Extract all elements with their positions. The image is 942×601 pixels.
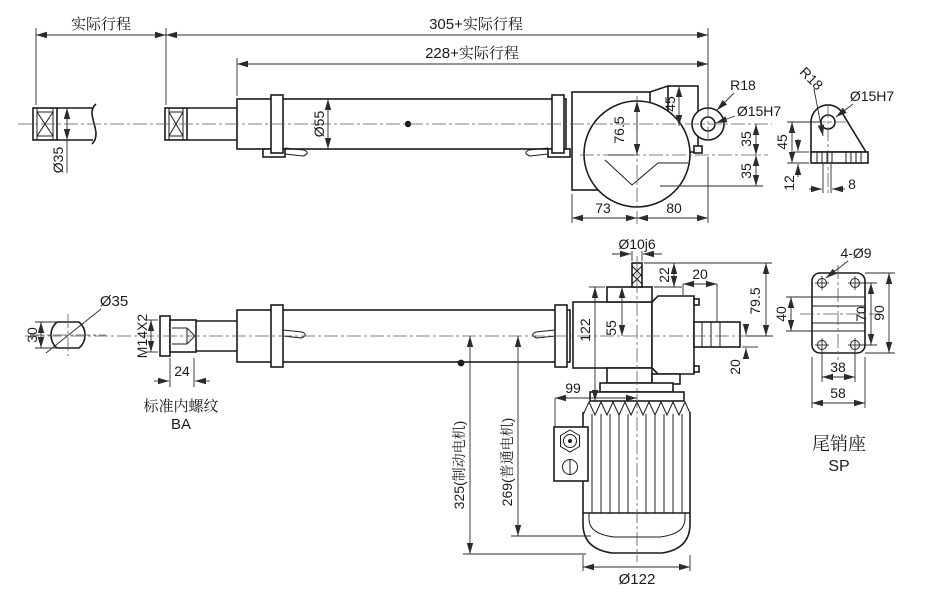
- dim-rod-end-flat: 30: [24, 327, 40, 343]
- dim-length-brake-motor: 325(制动电机): [451, 420, 467, 510]
- dim-holes-spec: 4-Ø9: [840, 245, 872, 261]
- dim-block-top-offset: 55: [603, 320, 619, 336]
- dim-pin-offset-upper: 35: [738, 131, 754, 147]
- grease-fitting-dot-plan: [458, 360, 465, 367]
- tail-bracket-front-view: [773, 245, 895, 475]
- side-view: [18, 16, 781, 224]
- dim-thread-length: 24: [174, 363, 190, 379]
- dim-shaft-bottom-offset: 20: [727, 359, 743, 375]
- dim-housing-rear: 80: [666, 200, 682, 216]
- dim-pin-height: 22: [656, 267, 672, 283]
- dim-slot-height: 40: [773, 306, 789, 322]
- dim-bracket-radius: R18: [796, 63, 827, 94]
- dim-housing-front: 73: [595, 200, 611, 216]
- dim-rod-end-diameter: Ø35: [99, 293, 129, 310]
- dim-neck-width: 45: [662, 96, 678, 112]
- label-tail-bracket-name: 尾销座: [812, 434, 866, 454]
- tail-bracket-body: [811, 105, 868, 163]
- dim-motor-box-offset: 99: [565, 380, 581, 396]
- dim-block-height: 122: [577, 318, 593, 342]
- label-tail-bracket-code: SP: [828, 458, 850, 475]
- label-thread-note-code: BA: [170, 416, 192, 433]
- dim-base-thickness: 12: [781, 175, 797, 191]
- dim-pin-offset-lower: 35: [738, 163, 754, 179]
- cylinder-tube: [237, 95, 570, 157]
- dim-housing-height: 76.5: [611, 116, 627, 144]
- dim-pin-diameter: Ø10j6: [618, 236, 656, 252]
- dim-bracket-hole: Ø15H7: [849, 88, 895, 104]
- output-shaft: [694, 322, 740, 347]
- dim-plate-width: 58: [830, 385, 846, 401]
- dim-hole-pitch-vertical: 70: [853, 306, 869, 322]
- dim-hole-pitch-horizontal: 38: [830, 359, 846, 375]
- dim-hole-width: 8: [848, 176, 856, 192]
- dim-rear-offset: 20: [692, 266, 708, 282]
- tail-bracket-side-view: [774, 64, 894, 195]
- dim-motor-diameter: Ø122: [618, 571, 656, 588]
- dim-tube-diameter: Ø55: [311, 110, 327, 138]
- dim-actual-stroke: 实际行程: [70, 16, 132, 33]
- dim-bracket-height: 45: [774, 134, 790, 150]
- dim-plate-height: 90: [871, 305, 887, 321]
- rod-end-section: [24, 293, 128, 356]
- label-thread-note: 标准内螺纹: [143, 398, 219, 415]
- dim-clevis-radius: R18: [730, 77, 756, 93]
- dim-clevis-hole: Ø15H7: [736, 103, 782, 119]
- dim-thread-spec: M14X2: [134, 313, 150, 359]
- dim-shaft-top-offset: 79.5: [747, 287, 763, 315]
- dim-rod-diameter: Ø35: [50, 146, 66, 174]
- junction-box: [554, 427, 588, 481]
- dim-housing-length: 228+实际行程: [425, 45, 519, 62]
- dim-overall-length: 305+实际行程: [429, 16, 523, 33]
- motor-adapter-housing: [652, 296, 694, 374]
- plan-view: [24, 236, 773, 588]
- dim-length-standard-motor: 269(普通电机): [499, 417, 515, 507]
- electric-motor: [554, 402, 690, 553]
